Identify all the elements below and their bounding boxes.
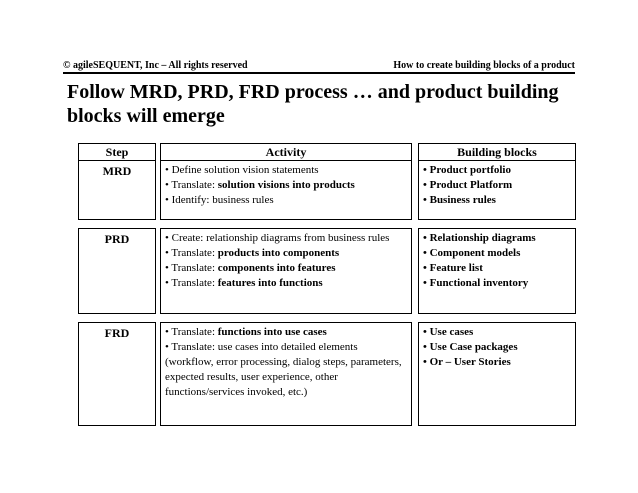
block-item: • Use cases [423, 326, 474, 338]
step-prd: PRD [78, 228, 156, 314]
title-line-2: blocks will emerge [67, 105, 225, 127]
block-item: • Use Case packages [423, 341, 518, 353]
header-activity: Activity [160, 143, 412, 161]
topic-text: How to create building blocks of a product [393, 60, 575, 71]
blocks-prd [418, 228, 576, 314]
activity-item: • Identify: business rules [165, 194, 274, 206]
header-step: Step [78, 143, 156, 161]
block-item: • Functional inventory [423, 277, 529, 289]
activity-item: • Create: relationship diagrams from business rules [165, 232, 390, 244]
activity-item: • Translate: components into features [165, 262, 336, 274]
step-frd: FRD [78, 322, 156, 426]
activity-item: • Translate: features into functions [165, 277, 323, 289]
block-item: • Component models [423, 247, 521, 259]
activity-mrd [160, 160, 412, 220]
block-item: • Feature list [423, 262, 483, 274]
activity-prd [160, 228, 412, 314]
block-item: • Relationship diagrams [423, 232, 536, 244]
header-building-blocks: Building blocks [418, 143, 576, 161]
activity-item: • Translate: products into components [165, 247, 340, 259]
activity-item: • Translate: functions into use cases [165, 326, 327, 338]
block-item: • Product portfolio [423, 164, 511, 176]
blocks-mrd [418, 160, 576, 220]
slide-title [67, 80, 587, 128]
activity-item: • Translate: solution visions into products [165, 179, 355, 191]
title-line-1: Follow MRD, PRD, FRD process … and product building [67, 81, 559, 103]
blocks-frd [418, 322, 576, 426]
block-item: • Or – User Stories [423, 356, 511, 368]
block-item: • Business rules [423, 194, 496, 206]
copyright-text: © agileSEQUENT, Inc – All rights reserved [63, 60, 248, 71]
header-divider [63, 72, 575, 74]
activity-item: • Define solution vision statements [165, 164, 319, 176]
activity-frd [160, 322, 412, 426]
step-mrd: MRD [78, 160, 156, 220]
block-item: • Product Platform [423, 179, 513, 191]
activity-item: • Translate: use cases into detailed elements (workflow, error processing, dialog steps, parameters, expected results, user experience, other functions/services invoked, etc.) [165, 341, 402, 398]
